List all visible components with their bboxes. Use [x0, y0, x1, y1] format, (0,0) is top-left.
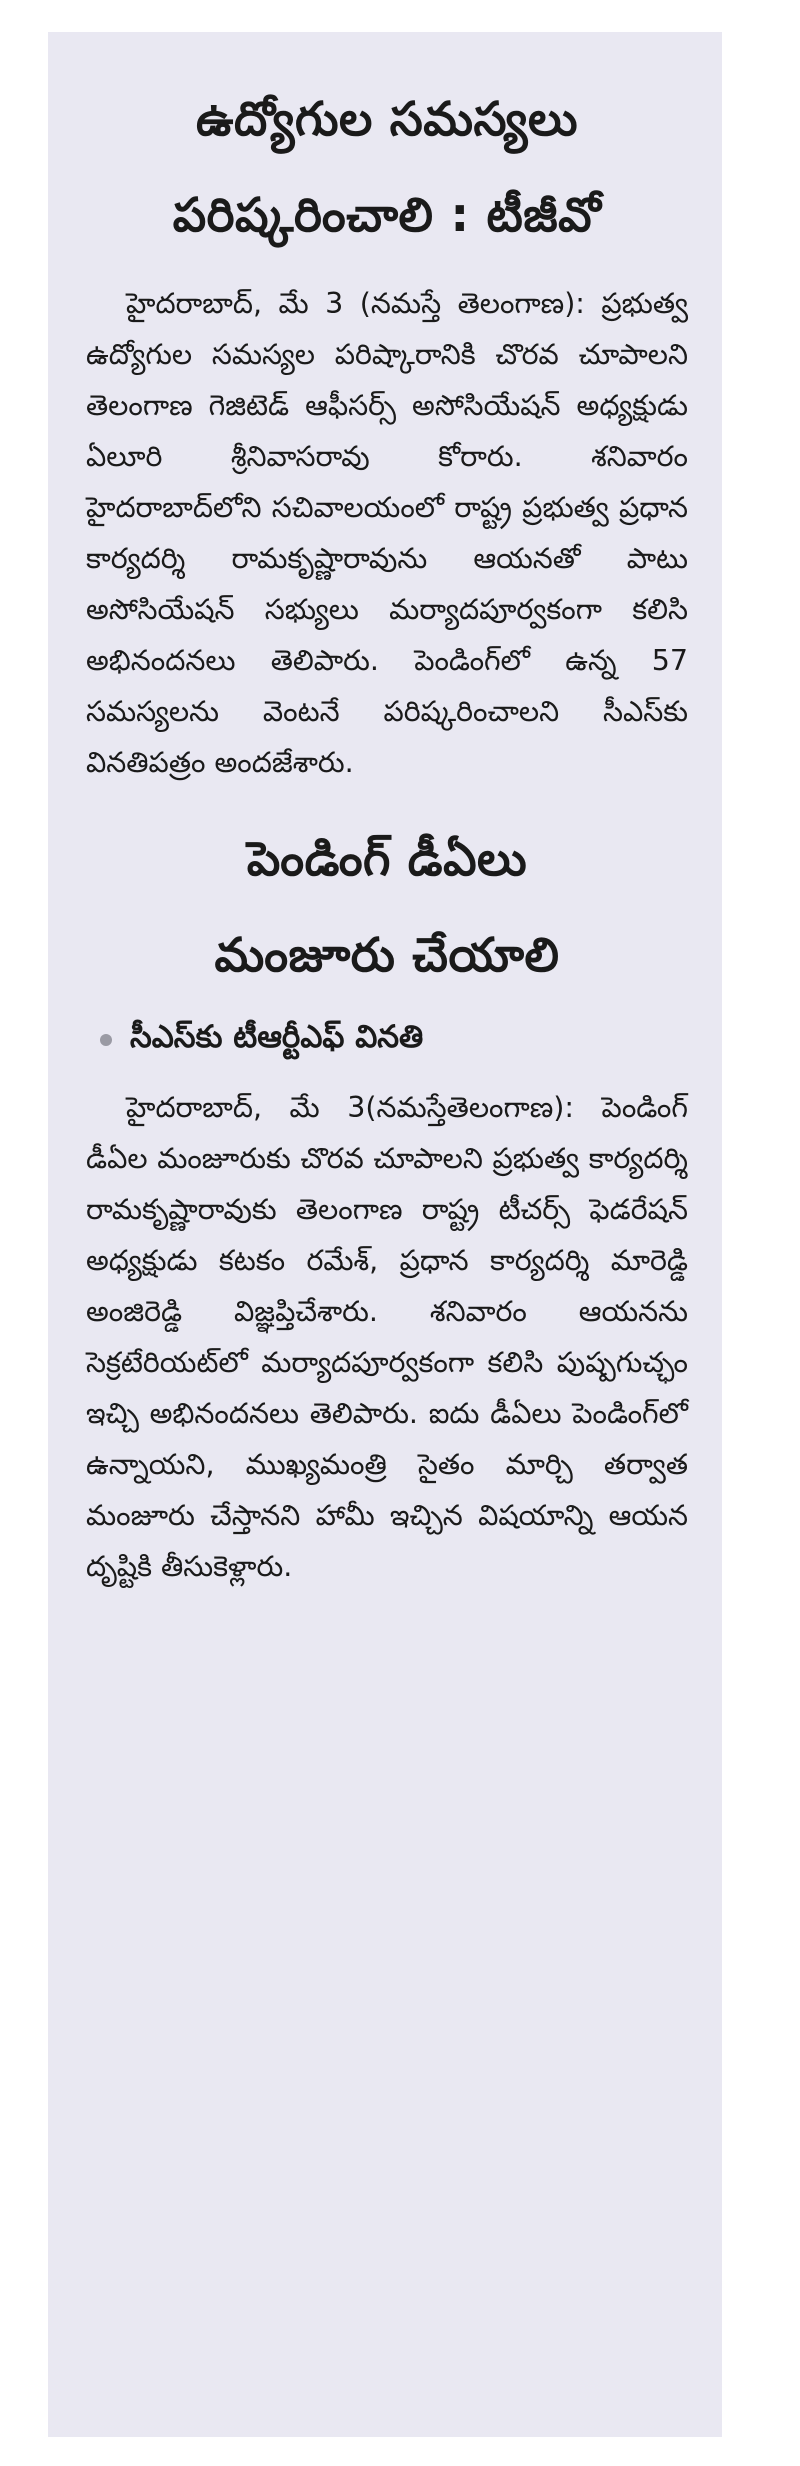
- article-one-headline-line1: ఉద్యోగుల సమస్యలు: [195, 92, 579, 147]
- article-gazetted-officers: [86, 72, 688, 788]
- article-one-headline-line2: పరిష్కరించాలి : టీజీవో: [172, 188, 602, 243]
- bullet-icon: [100, 1034, 112, 1046]
- article-one-body: హైదరాబాద్, మే 3 (నమస్తే తెలంగాణ): ప్రభుత్వ ఉద్యోగుల సమస్యల పరిష్కారానికి చొరవ చూపాలని తెలంగాణ గెజిటెడ్ ఆఫీసర్స్ అసోసియేషన్ అధ్యక్షుడు ఏలూరి శ్రీనివాసరావు కోరారు. శనివారం హైదరాబాద్‌లోని సచివాలయంలో రాష్ట్ర ప్రభుత్వ ప్రధాన కార్యదర్శి రామకృష్ణారావును ఆయనతో పాటు అసోసియేషన్ సభ్యులు మర్యాదపూర్వకంగా కలిసి అభినందనలు తెలిపారు. పెండింగ్‌లో ఉన్న 57 సమస్యలను వెంటనే పరిష్కరించాలని సీఎస్‌కు వినతిపత్రం అందజేశారు.: [86, 287, 688, 779]
- article-two-headline-line2: మంజూరు చేయాలి: [214, 928, 560, 983]
- article-two-headline-line1: పెండింగ్ డీఏలు: [246, 832, 528, 887]
- article-two-headline: [86, 812, 688, 1004]
- article-two-subhead-text: సీఎస్‌కు టీఆర్టీఎఫ్ వినతి: [130, 1018, 424, 1055]
- article-pending-da: [86, 812, 688, 1592]
- article-one-headline: [86, 72, 688, 264]
- newspaper-clipping: [48, 32, 722, 2437]
- article-two-body: హైదరాబాద్, మే 3(నమస్తేతెలంగాణ): పెండింగ్ డీఏల మంజూరుకు చొరవ చూపాలని ప్రభుత్వ కార్యదర్శి రామకృష్ణారావుకు తెలంగాణ రాష్ట్ర టీచర్స్ ఫెడరేషన్ అధ్యక్షుడు కటకం రమేశ్, ప్రధాన కార్యదర్శి మారెడ్డి అంజిరెడ్డి విజ్ఞప్తిచేశారు. శనివారం ఆయనను సెక్రటేరియట్‌లో మర్యాదపూర్వకంగా కలిసి పుష్పగుచ్ఛం ఇచ్చి అభినందనలు తెలిపారు. ఐదు డీఏలు పెండింగ్‌లో ఉన్నాయని, ముఖ్యమంత్రి సైతం మార్చి తర్వాత మంజూరు చేస్తానని హామీ ఇచ్చిన విషయాన్ని ఆయన దృష్టికి తీసుకెళ్లారు.: [86, 1091, 688, 1583]
- article-two-subhead: [100, 1010, 688, 1070]
